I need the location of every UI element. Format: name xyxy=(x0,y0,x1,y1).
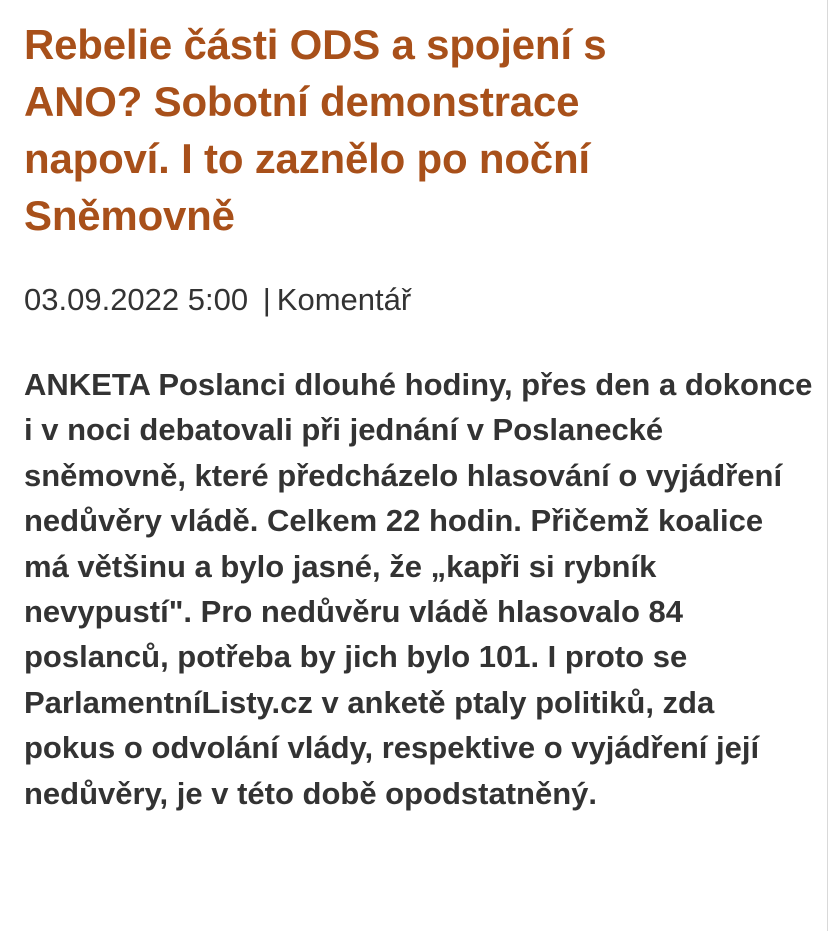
article-date: 03.09.2022 5:00 xyxy=(24,282,249,317)
article-meta xyxy=(24,280,411,320)
article-perex: ANKETA Poslanci dlouhé hodiny, přes den a dokonce i v noci debatovali při jednání v Poslanecké sněmovně, které předcházelo hlasování o vyjádření nedůvěry vládě. Celkem 22 hodin. Přičemž koalice má většinu a bylo jasné, že „kapři si rybník nevypustí". Pro nedůvěru vládě hlasovalo 84 poslanců, potřeba by jich bylo 101. I proto se ParlamentníListy.cz v anketě ptaly politiků, zda pokus o odvolání vlády, respektive o vyjádření její nedůvěry, je v této době opodstatněný. xyxy=(24,367,813,811)
meta-separator: | xyxy=(262,282,271,317)
article-title[interactable]: Rebelie části ODS a spojení s ANO? Sobotní demonstrace napoví. I to zaznělo po noční Sněmovně xyxy=(24,21,607,239)
article-category-link[interactable]: Komentář xyxy=(276,282,412,317)
